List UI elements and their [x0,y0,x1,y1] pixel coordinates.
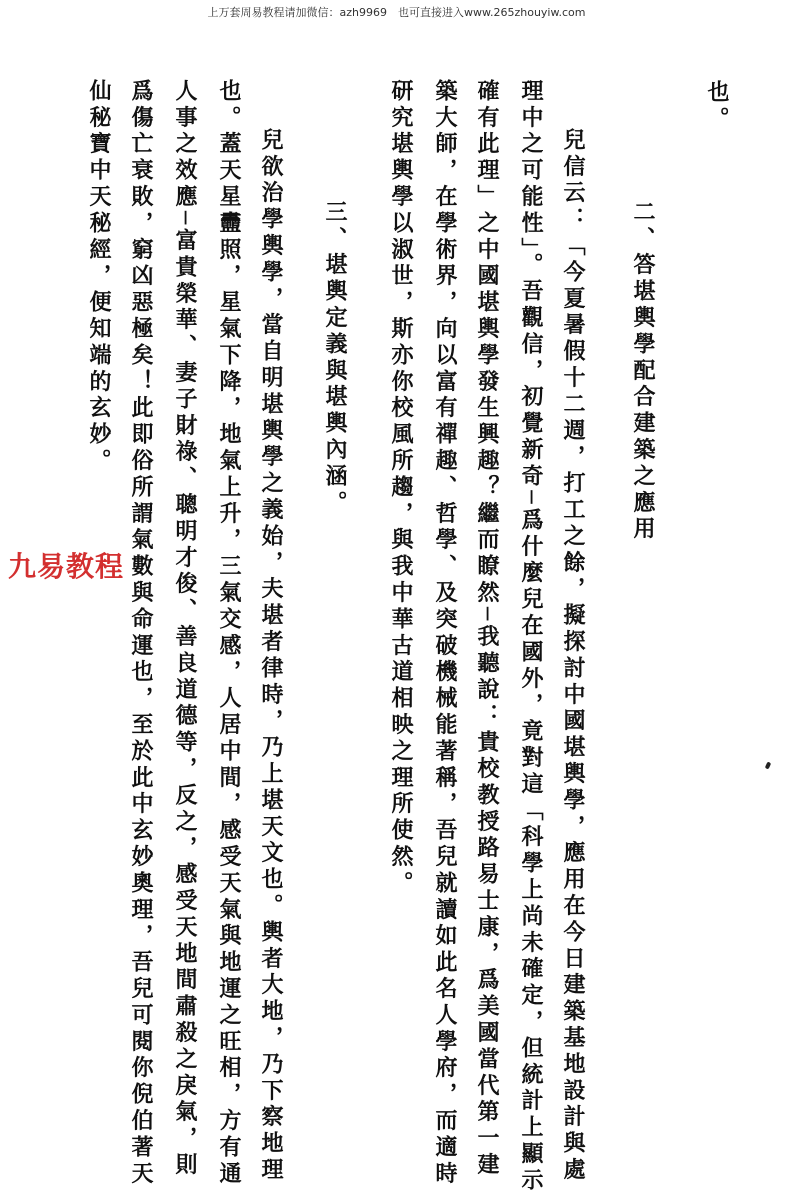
section-heading-2: 二、答堪輿學配合建築之應用 [630,200,656,544]
text-column-9: 兒欲治學輿學，當自明堪輿學之義始，夫堪者律時，乃上堪天文也。輿者大地，乃下察地理 [258,128,284,1184]
text-column-4: 理中之可能性」。吾觀信，初覺新奇─爲什麼兒在國外，竟對這「科學上尚未確定，但統計上顯示 [518,79,544,1194]
watermark-label: 九易教程 [8,550,125,583]
ink-speck [765,761,772,769]
page-header-banner: 上万套周易教程请加微信：azh9969 也可直接进入www.265zhouyiw.com [207,6,586,19]
text-column-13: 仙秘寶中天秘經，便知端的玄妙。 [86,79,112,475]
text-column-6: 築大師，在學術界，向以富有禪趣、哲學、及突破機械能著稱，吾兒就讀如此名人學府，而適時 [432,79,458,1188]
text-column-11: 人事之效應─富貴榮華、妻子財祿、聰明才俊、善良道德等，反之，感受天地間肅殺之戾氣，則 [172,79,198,1180]
text-column-5: 確有此理」之中國堪輿學發生興趣？繼而瞭然─我聽說：貴校教授路易士康，爲美國當代第一建 [474,79,500,1180]
text-column-12: 爲傷亡衰敗，窮凶惡極矣！此即俗所謂氣數與命運也，至於此中玄妙奧理，吾兒可閱你倪伯著天 [128,79,154,1188]
text-column-7: 研究堪輿學以淑世，斯亦你校風所趨，與我中華古道相映之理所使然。 [388,79,414,898]
text-column-3: 兒信云：「今夏暑假十二週，打工之餘，擬探討中國堪輿學，應用在今日建築基地設計與處 [560,128,586,1184]
text-column-10: 也。蓋天星䀌照，星氣下降，地氣上升，三氣交感，人居中間，感受天氣與地運之旺相，方有通 [216,79,242,1188]
section-heading-3: 三、堪輿定義與堪輿內涵。 [322,200,348,517]
text-column-1: 也。 [704,80,730,133]
